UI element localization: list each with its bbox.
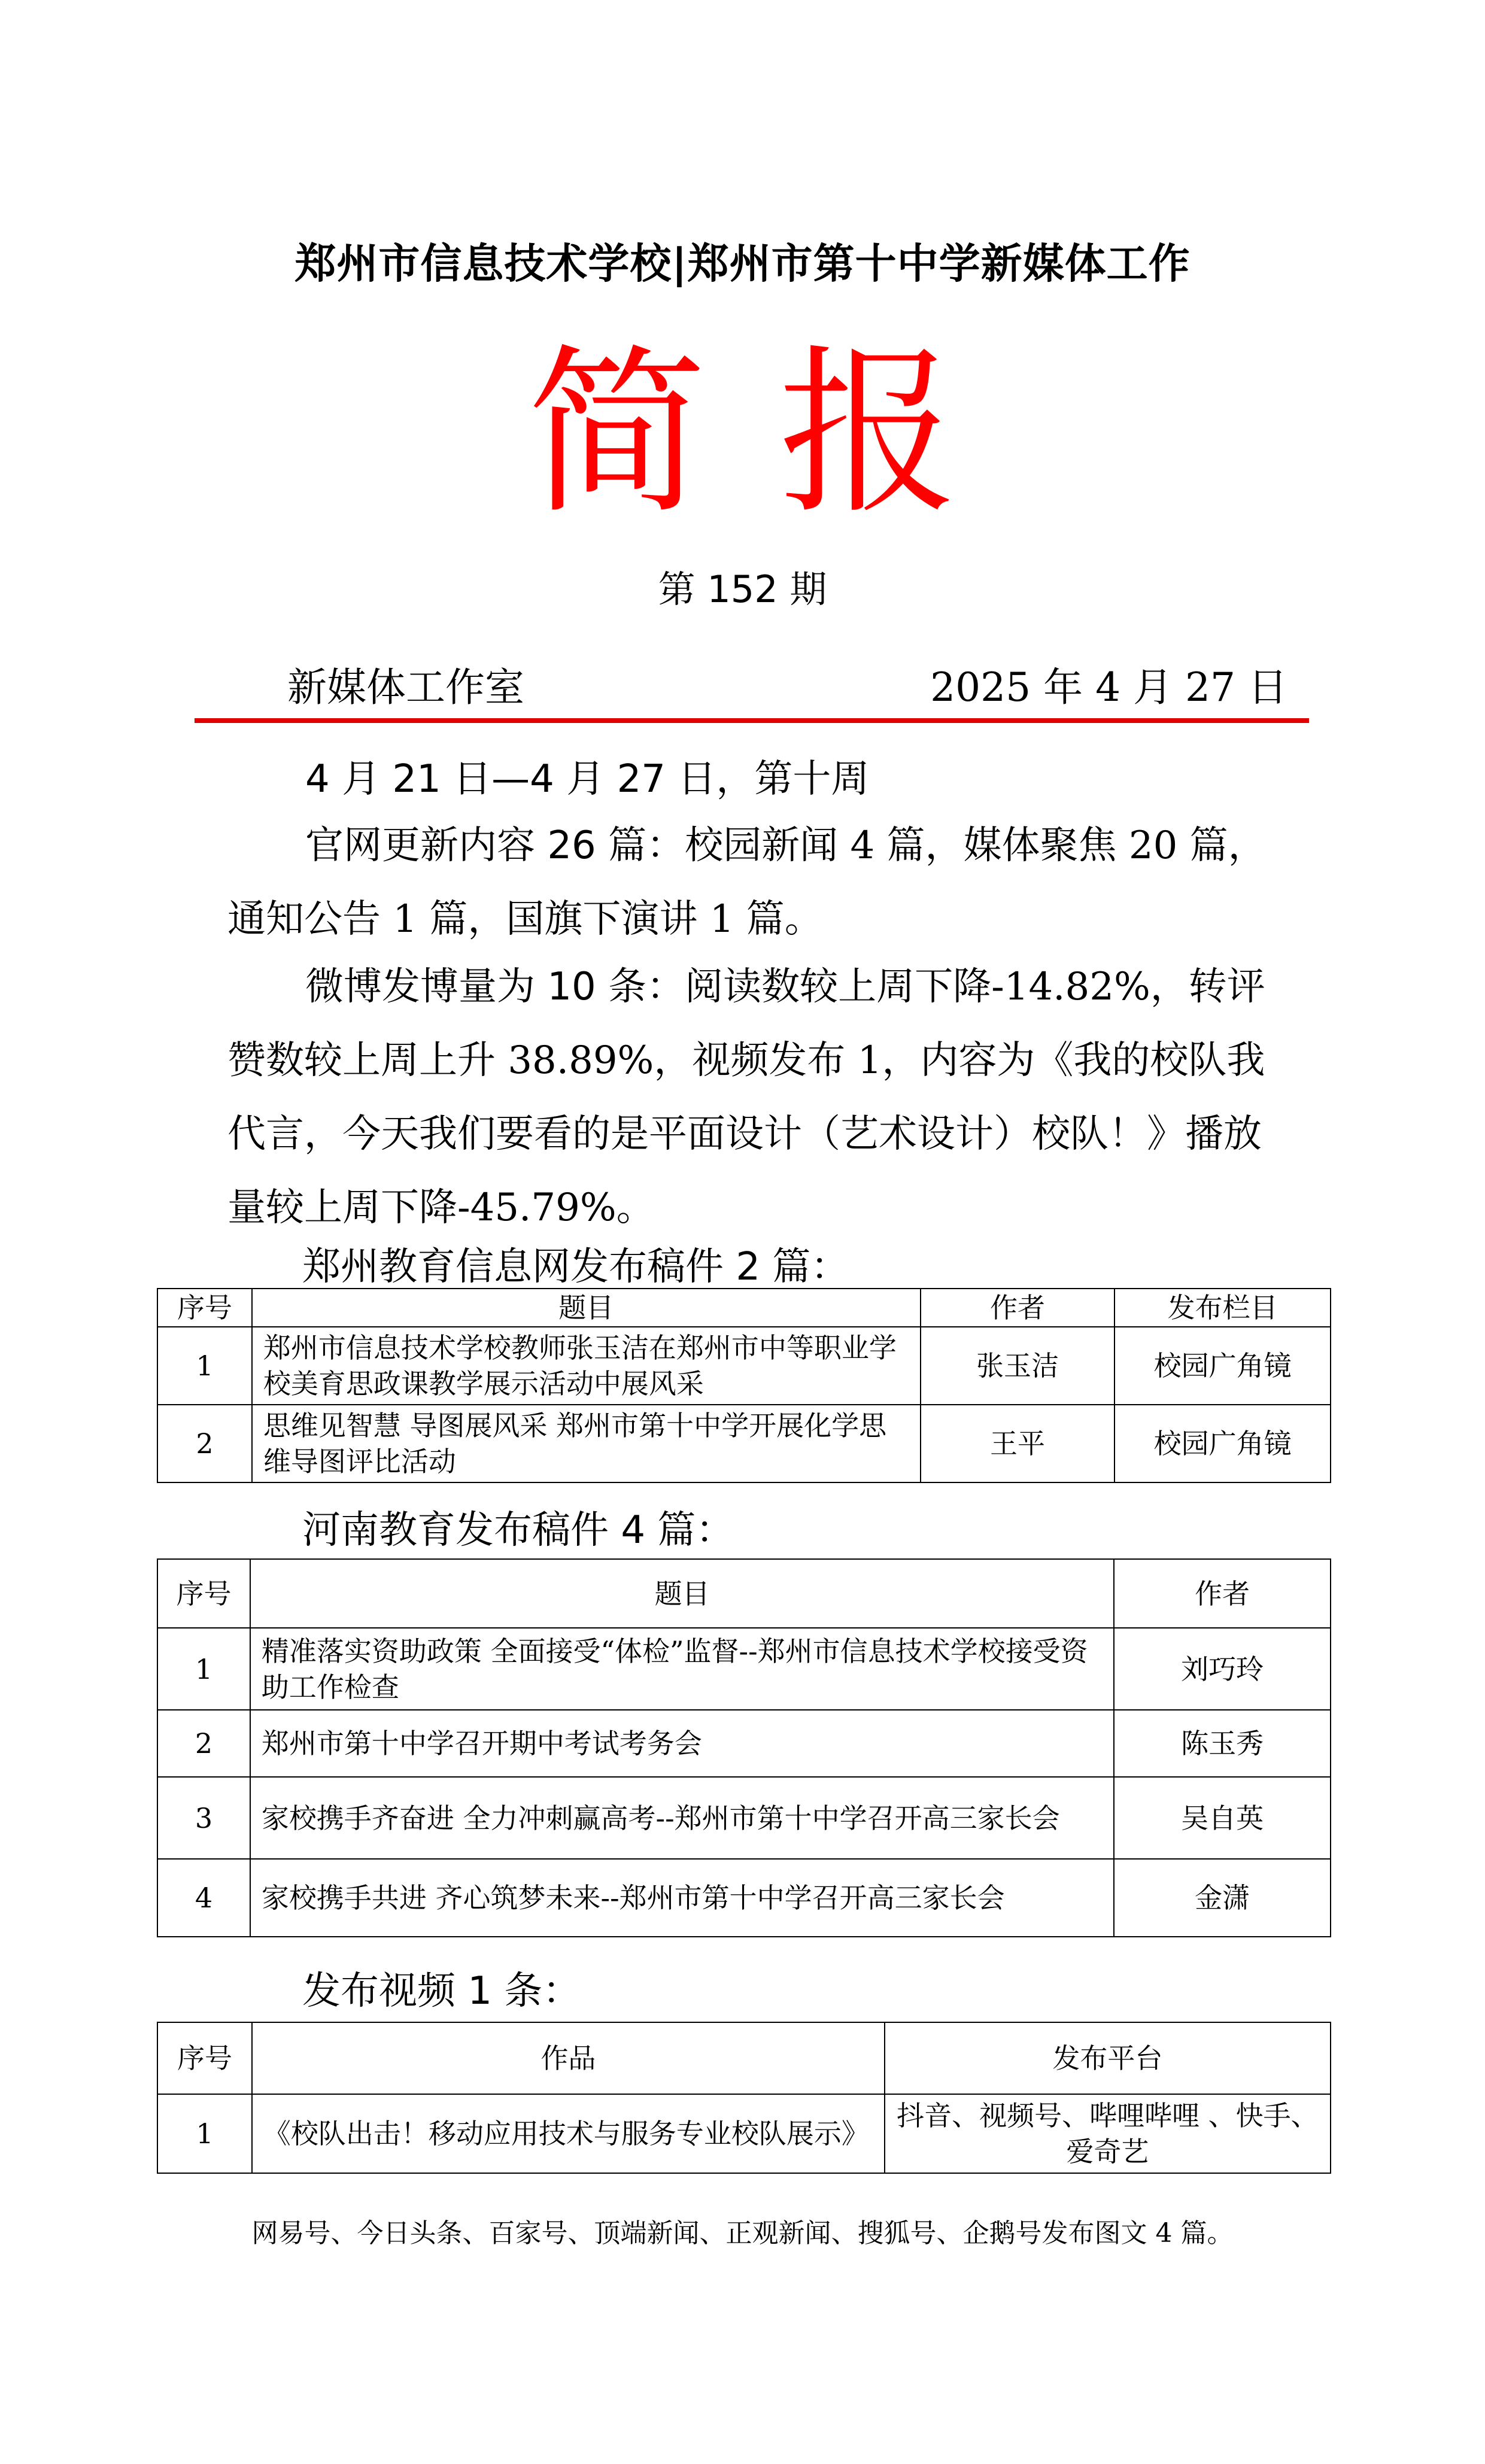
cell: 抖音、视频号、哔哩哔哩 、快手、爱奇艺 [885,2094,1331,2173]
col-header: 序号 [157,2022,252,2094]
cell: 1 [157,1628,250,1710]
table-header-row [157,1559,1331,1628]
cell: 4 [157,1859,250,1937]
col-header: 发布栏目 [1114,1289,1331,1327]
website-paragraph [227,809,1269,956]
publish-date: 2025 年 4 月 27 日 [930,664,1287,710]
col-header: 题目 [250,1559,1114,1628]
cell: 郑州市第十中学召开期中考试考务会 [250,1710,1114,1777]
org-header: 郑州市信息技术学校|郑州市第十中学新媒体工作 [294,240,1191,288]
cell: 刘巧玲 [1114,1628,1331,1710]
issue-number: 第 152 期 [658,567,827,611]
col-header: 序号 [157,1289,252,1327]
footer-note: 网易号、今日头条、百家号、顶端新闻、正观新闻、搜狐号、企鹅号发布图文 4 篇。 [251,2218,1234,2249]
cell: 思维见智慧 导图展风采 郑州市第十中学开展化学思维导图评比活动 [252,1405,921,1482]
cell: 吴自英 [1114,1777,1331,1859]
table-row [157,1628,1331,1710]
col-header: 题目 [252,1289,921,1327]
table-row [157,2094,1331,2173]
cell: 家校携手齐奋进 全力冲刺赢高考--郑州市第十中学召开高三家长会 [250,1777,1114,1859]
cell: 家校携手共进 齐心筑梦未来--郑州市第十中学召开高三家长会 [250,1859,1114,1937]
col-header: 作品 [252,2022,885,2094]
zz-edu-table [157,1288,1331,1483]
table-row [157,1777,1331,1859]
cell: 精准落实资助政策 全面接受“体检”监督--郑州市信息技术学校接受资助工作检查 [250,1628,1114,1710]
cell: 王平 [921,1405,1115,1482]
col-header: 作者 [1114,1559,1331,1628]
zz-edu-title: 郑州教育信息网发布稿件 2 篇： [302,1245,849,1289]
page-title: 简报 [527,329,1030,538]
cell: 校园广角镜 [1114,1327,1331,1405]
cell: 郑州市信息技术学校教师张玉洁在郑州市中等职业学校美育思政课教学展示活动中展风采 [252,1327,921,1405]
weibo-text: 阅读数较上周下降-14.82%，转评赞数较上周上升 38.89%，视频发布 1，内容为《我的校队我代言，今天我们要看的是平面设计（艺术设计）校队！》播放量较上周下降-45.79%。 [227,965,1265,1230]
cell: 2 [157,1710,250,1777]
cell: 2 [157,1405,252,1482]
hn-edu-table [157,1558,1331,1937]
weibo-lead: 微博发博量为 10 条： [305,965,685,1009]
video-title: 发布视频 1 条： [302,1969,581,2013]
cell: 3 [157,1777,250,1859]
cell: 《校队出击！移动应用技术与服务专业校队展示》 [252,2094,885,2173]
cell: 张玉洁 [921,1327,1115,1405]
cell: 1 [157,2094,252,2173]
table-row [157,1859,1331,1937]
cell: 校园广角镜 [1114,1405,1331,1482]
col-header: 序号 [157,1559,250,1628]
table-row [157,1327,1331,1405]
office-name: 新媒体工作室 [287,664,524,710]
video-table [157,2022,1331,2174]
table-row [157,1710,1331,1777]
website-lead: 官网更新内容 26 篇： [305,824,685,868]
cell: 金潇 [1114,1859,1331,1937]
website-text: 校园新闻 4 篇，媒体聚焦 20 篇，通知公告 1 篇，国旗下演讲 1 篇。 [227,824,1267,941]
col-header: 作者 [921,1289,1115,1327]
table-row [157,1405,1331,1482]
cell: 陈玉秀 [1114,1710,1331,1777]
col-header: 发布平台 [885,2022,1331,2094]
cell: 1 [157,1327,252,1405]
hn-edu-title: 河南教育发布稿件 4 篇： [302,1508,734,1552]
weibo-paragraph [227,950,1269,1245]
red-divider [195,718,1309,723]
table-header-row [157,1289,1331,1327]
table-header-row [157,2022,1331,2094]
week-range: 4 月 21 日—4 月 27 日，第十周 [305,757,870,801]
